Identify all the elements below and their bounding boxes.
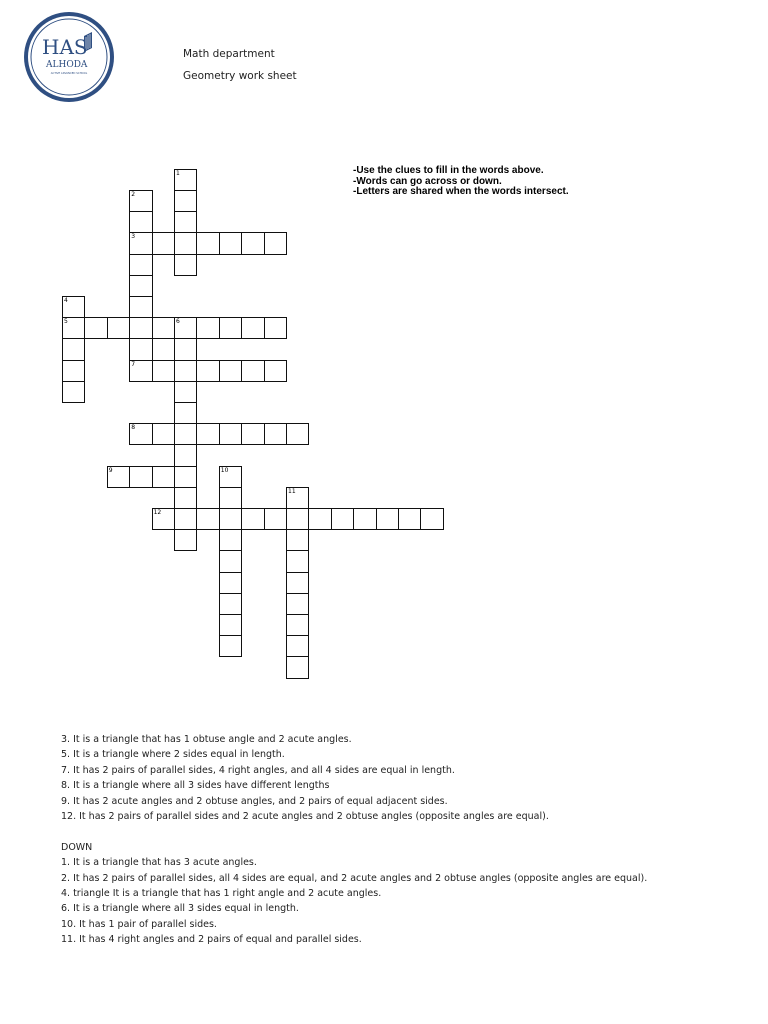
- clue-number: 2: [131, 191, 136, 198]
- down-heading: DOWN: [61, 841, 93, 853]
- across-clue: 7. It has 2 pairs of parallel sides, 4 right angles, and all 4 sides are equal in length.: [61, 764, 455, 776]
- crossword-cell[interactable]: [152, 466, 175, 488]
- crossword-cell[interactable]: [62, 338, 85, 360]
- crossword-cell[interactable]: [308, 508, 331, 530]
- crossword-cell[interactable]: [129, 317, 152, 339]
- crossword-cell[interactable]: [219, 508, 242, 530]
- crossword-cell[interactable]: [129, 296, 152, 318]
- crossword-cell[interactable]: [107, 317, 130, 339]
- clue-number: 5: [64, 318, 68, 326]
- crossword-cell[interactable]: [264, 423, 287, 445]
- instruction-line: -Letters are shared when the words intersect.: [353, 186, 569, 197]
- instruction-line: -Words can go across or down.: [353, 175, 502, 187]
- down-clue: 4. triangle It is a triangle that has 1 right angle and 2 acute angles.: [61, 887, 382, 899]
- down-clue: 2. It has 2 pairs of parallel sides, all 4 sides are equal, and 2 acute angles and 2 obtuse angles (opposite angles are equal).: [61, 872, 648, 884]
- down-clue: 11. It has 4 right angles and 2 pairs of equal and parallel sides.: [61, 934, 362, 946]
- crossword-cell[interactable]: [219, 487, 242, 509]
- crossword-cell[interactable]: [196, 423, 219, 445]
- crossword-cell[interactable]: [219, 550, 242, 572]
- crossword-cell[interactable]: [264, 508, 287, 530]
- crossword-cell[interactable]: [398, 508, 421, 530]
- crossword-cell[interactable]: [286, 593, 309, 615]
- across-clue: 8. It is a triangle where all 3 sides have different lengths: [61, 780, 330, 792]
- crossword-cell[interactable]: [219, 360, 242, 382]
- crossword-cell[interactable]: [174, 190, 197, 212]
- crossword-cell[interactable]: [196, 508, 219, 530]
- clue-number: 3: [131, 233, 136, 241]
- crossword-cell[interactable]: [219, 423, 242, 445]
- crossword-cell[interactable]: [174, 254, 197, 276]
- clue-number: 1: [176, 169, 180, 177]
- crossword-cell[interactable]: [174, 232, 197, 254]
- crossword-cell[interactable]: [331, 508, 354, 530]
- crossword-cell[interactable]: [152, 360, 175, 382]
- crossword-cell[interactable]: [264, 232, 287, 254]
- crossword-cell[interactable]: [219, 593, 242, 615]
- crossword-cell[interactable]: [196, 360, 219, 382]
- down-clue: 6. It is a triangle where all 3 sides equal in length.: [61, 903, 299, 915]
- crossword-cell[interactable]: [174, 444, 197, 466]
- crossword-cell[interactable]: [62, 360, 85, 382]
- crossword-cell[interactable]: [241, 360, 264, 382]
- crossword-cell[interactable]: [286, 423, 309, 445]
- crossword-cell[interactable]: [174, 466, 197, 488]
- clue-number: 6: [176, 318, 180, 326]
- crossword-cell[interactable]: [264, 317, 287, 339]
- worksheet-title: Geometry work sheet: [183, 70, 297, 82]
- across-clue: 12. It has 2 pairs of parallel sides and 2 acute angles and 2 obtuse angles (opposite angles are equal).: [61, 810, 549, 822]
- crossword-cell[interactable]: [174, 529, 197, 551]
- crossword-cell[interactable]: [174, 508, 197, 530]
- crossword-cell[interactable]: [286, 572, 309, 594]
- crossword-cell[interactable]: [129, 338, 152, 360]
- crossword-cell[interactable]: [174, 402, 197, 424]
- crossword-cell[interactable]: [62, 381, 85, 403]
- crossword-cell[interactable]: [129, 275, 152, 297]
- crossword-cell[interactable]: [264, 360, 287, 382]
- crossword-cell[interactable]: [241, 423, 264, 445]
- across-clue: 5. It is a triangle where 2 sides equal in length.: [61, 749, 285, 761]
- logo-name: ALHODA: [46, 60, 88, 70]
- logo-letters: HAS: [42, 35, 88, 59]
- clue-number: 11: [288, 487, 296, 495]
- clues-section: [61, 732, 647, 947]
- crossword-cell[interactable]: [152, 232, 175, 254]
- logo-tagline: ACTIVE ADVANCED SCHOOL: [50, 72, 88, 75]
- crossword-cell[interactable]: [286, 656, 309, 678]
- crossword-cell[interactable]: [219, 317, 242, 339]
- crossword-cell[interactable]: [286, 508, 309, 530]
- crossword-cell[interactable]: [84, 317, 107, 339]
- crossword-cell[interactable]: [376, 508, 399, 530]
- crossword-cell[interactable]: [286, 550, 309, 572]
- crossword-cell[interactable]: [286, 614, 309, 636]
- clue-number: 8: [131, 424, 136, 432]
- crossword-cell[interactable]: [174, 487, 197, 509]
- down-clue: 10. It has 1 pair of parallel sides.: [61, 918, 217, 930]
- crossword-cell[interactable]: [174, 338, 197, 360]
- crossword-cell[interactable]: [353, 508, 376, 530]
- crossword-cell[interactable]: [196, 317, 219, 339]
- crossword-cell[interactable]: [241, 508, 264, 530]
- crossword-cell[interactable]: [241, 232, 264, 254]
- crossword-cell[interactable]: [152, 423, 175, 445]
- crossword-cell[interactable]: [219, 232, 242, 254]
- crossword-cell[interactable]: [219, 572, 242, 594]
- crossword-cell[interactable]: [420, 508, 443, 530]
- crossword-cell[interactable]: [174, 423, 197, 445]
- crossword-cell[interactable]: [174, 381, 197, 403]
- crossword-cell[interactable]: [174, 360, 197, 382]
- crossword-cell[interactable]: [152, 317, 175, 339]
- clue-number: 4: [64, 297, 68, 304]
- crossword-cell[interactable]: [219, 635, 242, 657]
- crossword-cell[interactable]: [129, 466, 152, 488]
- instruction-line: -Use the clues to fill in the words above.: [353, 165, 544, 176]
- crossword-cell[interactable]: [129, 211, 152, 233]
- crossword-cell[interactable]: [129, 254, 152, 276]
- clue-number: 12: [153, 509, 162, 516]
- clue-number: 7: [131, 360, 136, 368]
- across-clue: 3. It is a triangle that has 1 obtuse angle and 2 acute angles.: [61, 734, 352, 745]
- crossword-cell[interactable]: [286, 635, 309, 657]
- crossword-cell[interactable]: [219, 614, 242, 636]
- clue-number: 9: [108, 466, 113, 474]
- across-clue: 9. It has 2 acute angles and 2 obtuse angles, and 2 pairs of equal adjacent sides.: [61, 795, 448, 807]
- crossword-cell[interactable]: [174, 211, 197, 233]
- crossword-cell[interactable]: [196, 232, 219, 254]
- department-title: Math department: [183, 48, 275, 60]
- crossword-cell[interactable]: [241, 317, 264, 339]
- clue-number: 10: [220, 466, 229, 474]
- crossword-cell[interactable]: [219, 529, 242, 551]
- down-clue: 1. It is a triangle that has 3 acute angles.: [61, 857, 257, 869]
- crossword-cell[interactable]: [286, 529, 309, 551]
